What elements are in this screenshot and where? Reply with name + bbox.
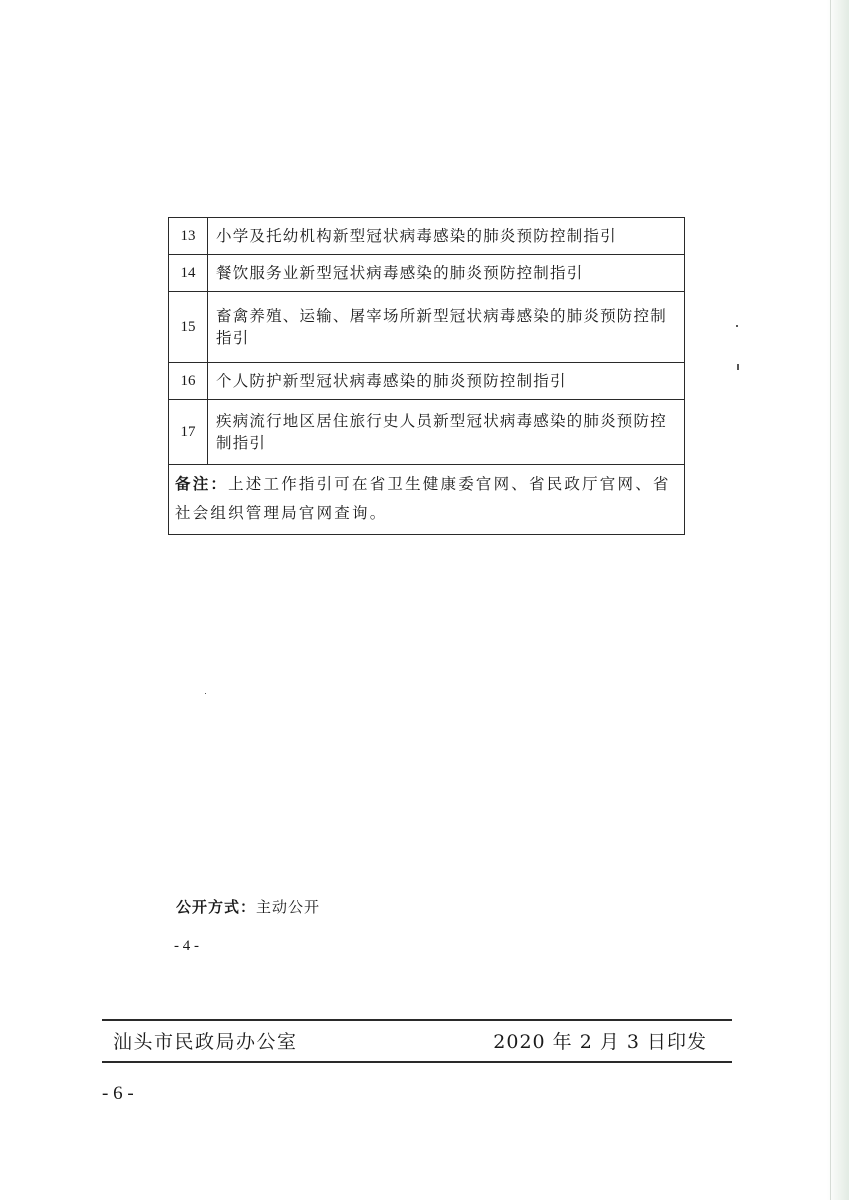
table-row [169, 255, 685, 292]
row-number: 17 [169, 400, 208, 465]
row-title: 小学及托幼机构新型冠状病毒感染的肺炎预防控制指引 [208, 218, 685, 255]
table-row [169, 218, 685, 255]
inner-page-number: - 4 - [174, 938, 199, 954]
issue-date: 2020 年 2 月 3 日印发 [493, 1031, 707, 1053]
scan-speck [737, 364, 739, 370]
row-number: 14 [169, 255, 208, 292]
row-title: 个人防护新型冠状病毒感染的肺炎预防控制指引 [208, 363, 685, 400]
remark-row [169, 465, 685, 535]
guide-table [168, 217, 685, 535]
footer-rule-top [102, 1019, 732, 1021]
row-title: 疾病流行地区居住旅行史人员新型冠状病毒感染的肺炎预防控制指引 [208, 400, 685, 465]
table-row [169, 292, 685, 363]
disclosure-label: 公开方式： [176, 898, 257, 916]
row-number: 16 [169, 363, 208, 400]
page-number: - 6 - [102, 1083, 134, 1104]
issuer: 汕头市民政局办公室 [113, 1031, 298, 1053]
row-title: 畜禽养殖、运输、屠宰场所新型冠状病毒感染的肺炎预防控制指引 [208, 292, 685, 363]
remark-cell [169, 465, 685, 535]
footer-rule-bottom [102, 1061, 732, 1063]
table-row [169, 363, 685, 400]
disclosure-value: 主动公开 [256, 898, 321, 916]
row-number: 13 [169, 218, 208, 255]
row-number: 15 [169, 292, 208, 363]
table-row [169, 400, 685, 465]
disclosure-method [176, 896, 320, 917]
page-edge-line [830, 0, 831, 1200]
remark-text: 上述工作指引可在省卫生健康委官网、省民政厅官网、省社会组织管理局官网查询。 [175, 475, 671, 522]
scan-speck [736, 325, 738, 327]
row-title: 餐饮服务业新型冠状病毒感染的肺炎预防控制指引 [208, 255, 685, 292]
remark-label: 备注： [175, 474, 229, 493]
scan-speck [205, 693, 206, 694]
